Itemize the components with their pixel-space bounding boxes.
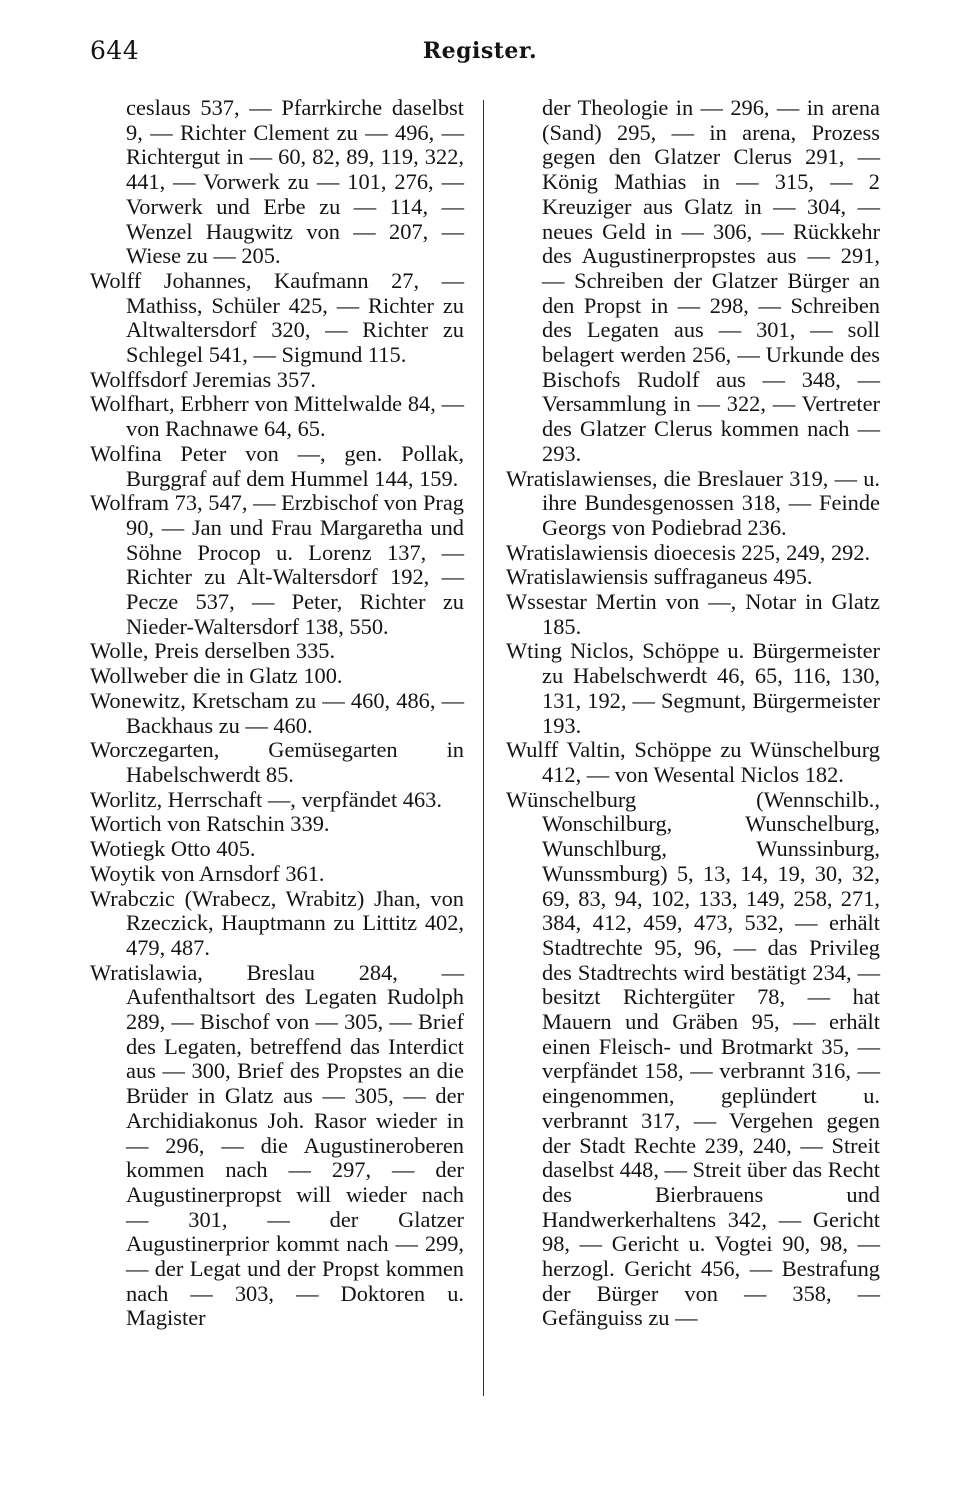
index-entry: Wolffsdorf Jeremias 357. xyxy=(90,366,316,392)
left-column xyxy=(90,96,464,1331)
index-entry: Wolff Johannes, Kaufmann 27, — Mathiss, Schüler 425, — Richter zu Altwaltersdorf 320, — Richter zu Schlegel 541, — Sigmund 115. xyxy=(90,267,464,368)
index-entry: der Theologie in — 296, — in arena (Sand) 295, — in arena, Prozess gegen den Glatzer Clerus 291, — König Mathias in — 315, — 2 Kreuziger aus Glatz in — 304, — neues Geld in — 306, — Rückkehr des Augustinerpropstes aus — 291, — Schreiben der Glatzer Bürger an den Propst in — 298, — Schreiben des Legaten aus — 301, — soll belagert werden 256, — Urkunde des Bischofs Rudolf aus — 348, — Versammlung in — 322, — Vertreter des Glatzer Clerus kommen nach — 293. xyxy=(542,95,880,466)
column-divider xyxy=(483,100,484,1396)
index-entry: Wonewitz, Kretscham zu — 460, 486, — Backhaus zu — 460. xyxy=(90,687,464,738)
page-number: 644 xyxy=(90,36,140,65)
index-entry: Wolfhart, Erbherr von Mittelwalde 84, — von Rachnawe 64, 65. xyxy=(90,391,464,442)
index-entry: Wolle, Preis derselben 335. xyxy=(90,638,336,664)
index-entry: Wrabczic (Wrabecz, Wrabitz) Jhan, von Rzeczick, Hauptmann zu Littitz 402, 479, 487. xyxy=(90,885,464,960)
index-entry: Worlitz, Herrschaft —, verpfändet 463. xyxy=(90,786,442,812)
index-entry: Woytik von Arnsdorf 361. xyxy=(90,860,325,886)
index-entry: Wratislawiensis suffraganeus 495. xyxy=(506,564,813,590)
running-head: Register. xyxy=(422,38,538,64)
index-entry: Worczegarten, Gemüsegarten in Habelschwerdt 85. xyxy=(90,737,464,787)
index-entry: Wotiegk Otto 405. xyxy=(90,836,256,862)
index-entry: ceslaus 537, — Pfarrkirche daselbst 9, — Richter Clement zu — 496, — Richtergut in — 60, 82, 89, 119, 322, 441, — Vorwerk zu — 101, 276, — Vorwerk und Erbe zu — 114, — Wenzel Haugwitz von — 207, — Wiese zu — 205. xyxy=(126,95,464,269)
index-entry: Wulff Valtin, Schöppe zu Wünschelburg 412, — von Wesental Niclos 182. xyxy=(506,737,880,787)
index-entry: Wolfina Peter von —, gen. Pollak, Burggraf auf dem Hummel 144, 159. xyxy=(90,440,464,491)
index-entry: Wssestar Mertin von —, Notar in Glatz 185. xyxy=(506,589,880,639)
index-entry: Wolfram 73, 547, — Erzbischof von Prag 90, — Jan und Frau Margaretha und Söhne Procop u. Lorenz 137, — Richter zu Alt-Waltersdorf 192, — Pecze 537, — Peter, Richter zu Nieder-Waltersdorf 138, 550. xyxy=(90,490,464,639)
index-entry: Wratislawia, Breslau 284, — Aufenthaltsort des Legaten Rudolph 289, — Bischof von — 305, — Brief des Legaten, betreffend das Interdict aus — 300, Brief des Propstes an die Brüder in Glatz aus — 305, — der Archidiakonus Joh. Rasor wieder in — 296, — die Augustineroberen kommen nach — 297, — der Augustinerpropst will wieder nach — 301, — der Glatzer Augustinerprior kommt nach — 299, — der Legat und der Propst kommen nach — 303, — Doktoren u. Magister xyxy=(90,959,464,1331)
index-entry: Wting Niclos, Schöppe u. Bürgermeister zu Habelschwerdt 46, 65, 116, 130, 131, 192, — Segmunt, Bürgermeister 193. xyxy=(506,638,880,738)
right-column xyxy=(506,96,880,1331)
index-entry: Wollweber die in Glatz 100. xyxy=(90,663,343,689)
index-entry: Wratislawiensis dioecesis 225, 249, 292. xyxy=(506,539,871,565)
index-entry: Wortich von Ratschin 339. xyxy=(90,811,330,837)
index-entry: Wünschelburg (Wennschilb., Wonschilburg, Wunschelburg, Wunschlburg, Wunssinburg, Wunssmburg) 5, 13, 14, 19, 30, 32, 69, 83, 94, 102, 133, 149, 258, 271, 384, 412, 459, 473, 532, — erhält Stadtrechte 95, 96, — das Privileg des Stadtrechts wird bestätigt 234, — besitzt Richtergüter 78, — hat Mauern und Gräben 95, — erhält einen Fleisch- und Brotmarkt 35, — verpfändet 158, — verbrannt 316, — eingenommen, geplündert u. verbrannt 317, — Vergehen gegen der Stadt Rechte 239, 240, — Streit daselbst 448, — Streit über das Recht des Bierbrauens und Handwerkerhaltens 342, — Gericht 98, — Gericht u. Vogtei 90, 98, — herzogl. Gericht 456, — Bestrafung der Bürger von — 358, — Gefänguiss zu — xyxy=(506,786,880,1331)
index-entry: Wratislawienses, die Breslauer 319, — u. ihre Bundesgenossen 318, — Feinde Georgs von Podiebrad 236. xyxy=(506,465,880,540)
